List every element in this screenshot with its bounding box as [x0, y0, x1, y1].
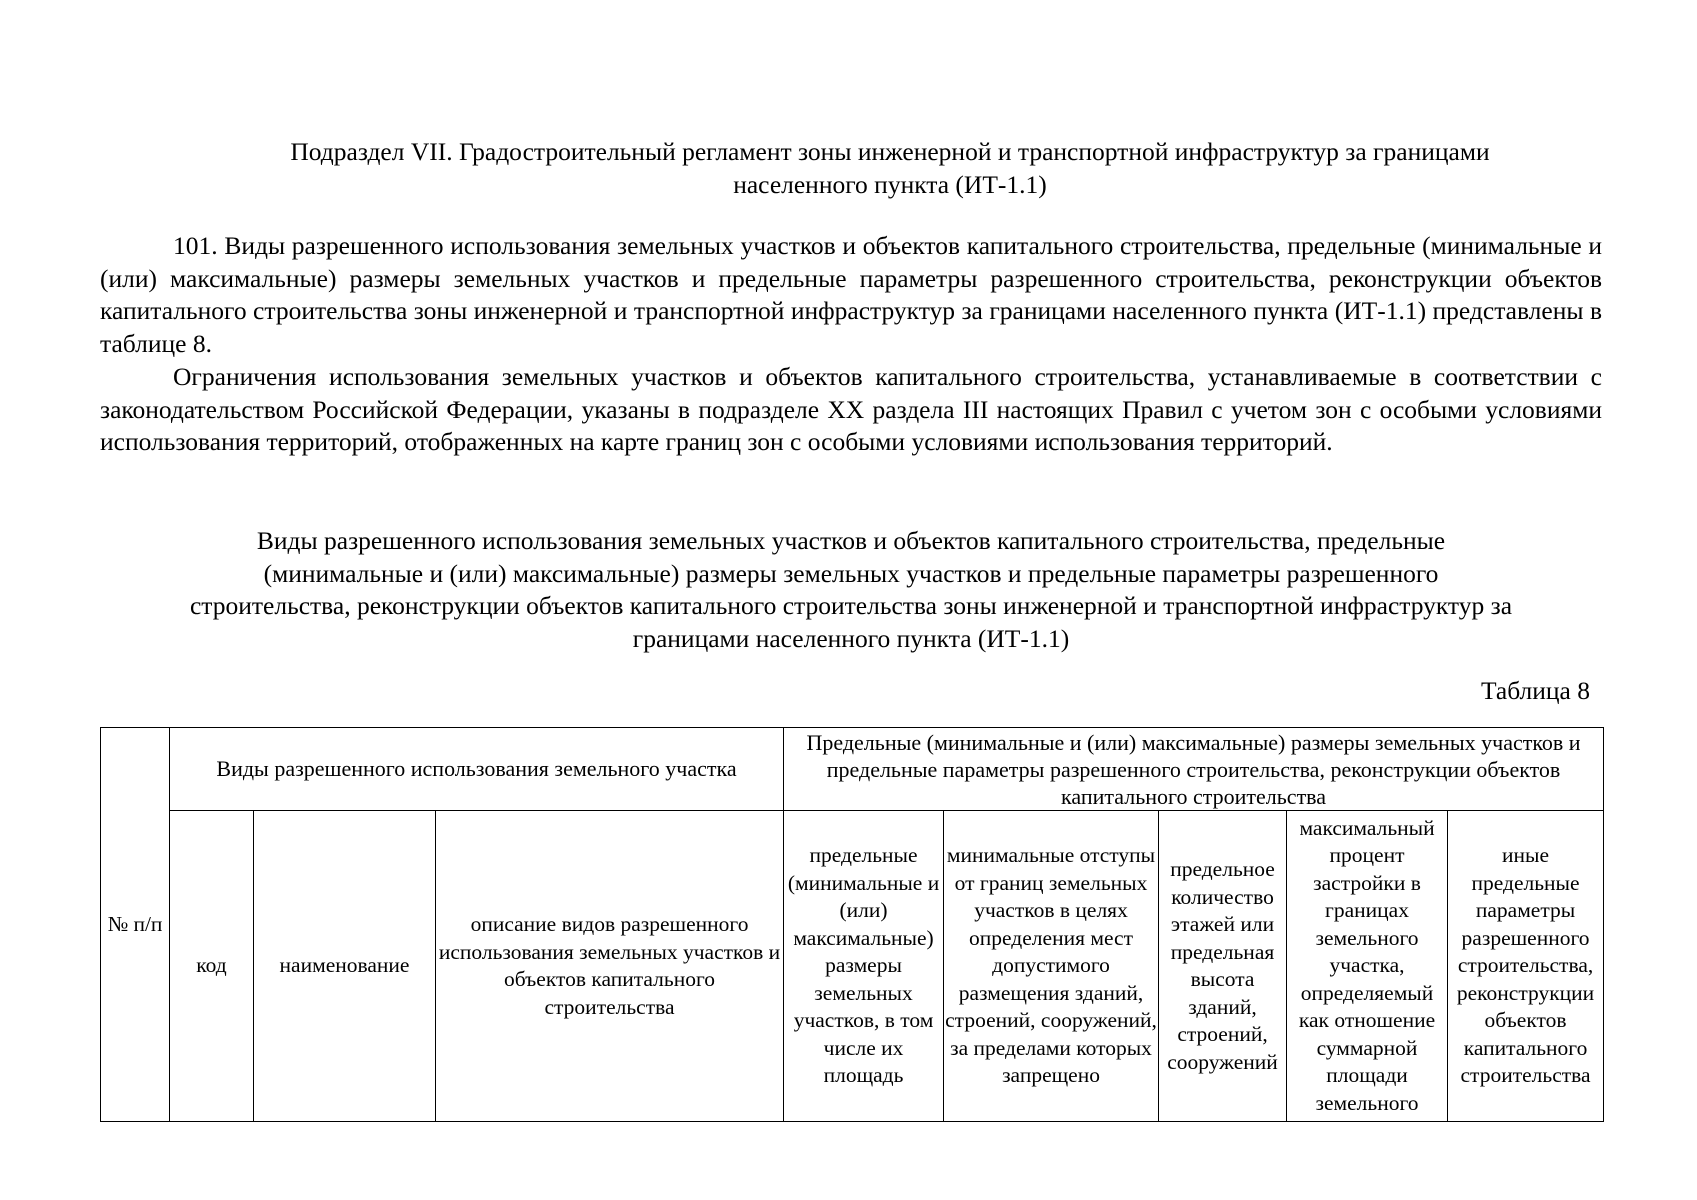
header-group-permitted-use: Виды разрешенного использования земельного участка: [170, 728, 784, 811]
header-coverage: максимальный процент застройки в границах земельного участка, определяемый как отношение суммарной площади земельного: [1287, 811, 1448, 1122]
subsection-title-line-2: населенного пункта (ИТ-1.1): [733, 170, 1047, 199]
header-other-parameters: иные предельные параметры разрешенного строительства, реконструкции объектов капитального строительства: [1448, 811, 1604, 1122]
header-plot-size: предельные (минимальные и (или) максимальные) размеры земельных участков, в том числе их площадь: [784, 811, 944, 1122]
header-number: № п/п: [101, 728, 170, 1122]
table-caption-line-2: (минимальные и (или) максимальные) размеры земельных участков и предельные параметры разрешенного: [263, 558, 1439, 588]
paragraph-101: 101. Виды разрешенного использования земельных участков и объектов капитального строительства, предельные (минимальные и (или) максимальные) размеры земельных участков и предельные параметры разрешенного строительства, реконструкции объектов капитального строительства зоны инженерной и транспортной инфраструктур за границами населенного пункта (ИТ-1.1) представлены в таблице 8.: [100, 231, 1602, 359]
header-group-limit-parameters: Предельные (минимальные и (или) максимальные) размеры земельных участков и предельные параметры разрешенного строительства, реконструкции объектов капитального строительства: [784, 728, 1604, 811]
paragraph-restrictions: Ограничения использования земельных участков и объектов капитального строительства, устанавливаемые в соответствии с законодательством Российской Федерации, указаны в подразделе XX раздела III настоящих Правил с учетом зон с особыми условиями использования территорий, отображенных на карте границ зон с особыми условиями использования территорий.: [100, 361, 1602, 457]
table-caption: [100, 525, 1602, 655]
table-caption-line-3: строительства, реконструкции объектов капитального строительства зоны инженерной и транспортной инфраструктур за: [189, 591, 1513, 620]
subsection-title-line-1: Подраздел VII. Градостроительный регламент зоны инженерной и транспортной инфраструктур за границами: [290, 137, 1490, 166]
header-code: код: [170, 811, 254, 1122]
subsection-title: [200, 135, 1580, 201]
header-description: описание видов разрешенного использования земельных участков и объектов капитального строительства: [436, 811, 784, 1122]
table-number: Таблица 8: [1480, 676, 1590, 705]
table-header-row-2: [101, 811, 1604, 1122]
table-caption-line-4: границами населенного пункта (ИТ-1.1): [632, 623, 1070, 653]
table-caption-line-1: Виды разрешенного использования земельных участков и объектов капитального строительства, предельные: [256, 526, 1446, 555]
regulation-table: [100, 727, 1604, 1122]
table-header-row-1: [101, 728, 1604, 811]
body-text: [100, 230, 1602, 459]
header-setbacks: минимальные отступы от границ земельных участков в целях определения мест допустимого размещения зданий, строений, сооружений, за пределами которых запрещено: [944, 811, 1159, 1122]
header-floors: предельное количество этажей или предельная высота зданий, строений, сооружений: [1159, 811, 1287, 1122]
header-name: наименование: [254, 811, 436, 1122]
